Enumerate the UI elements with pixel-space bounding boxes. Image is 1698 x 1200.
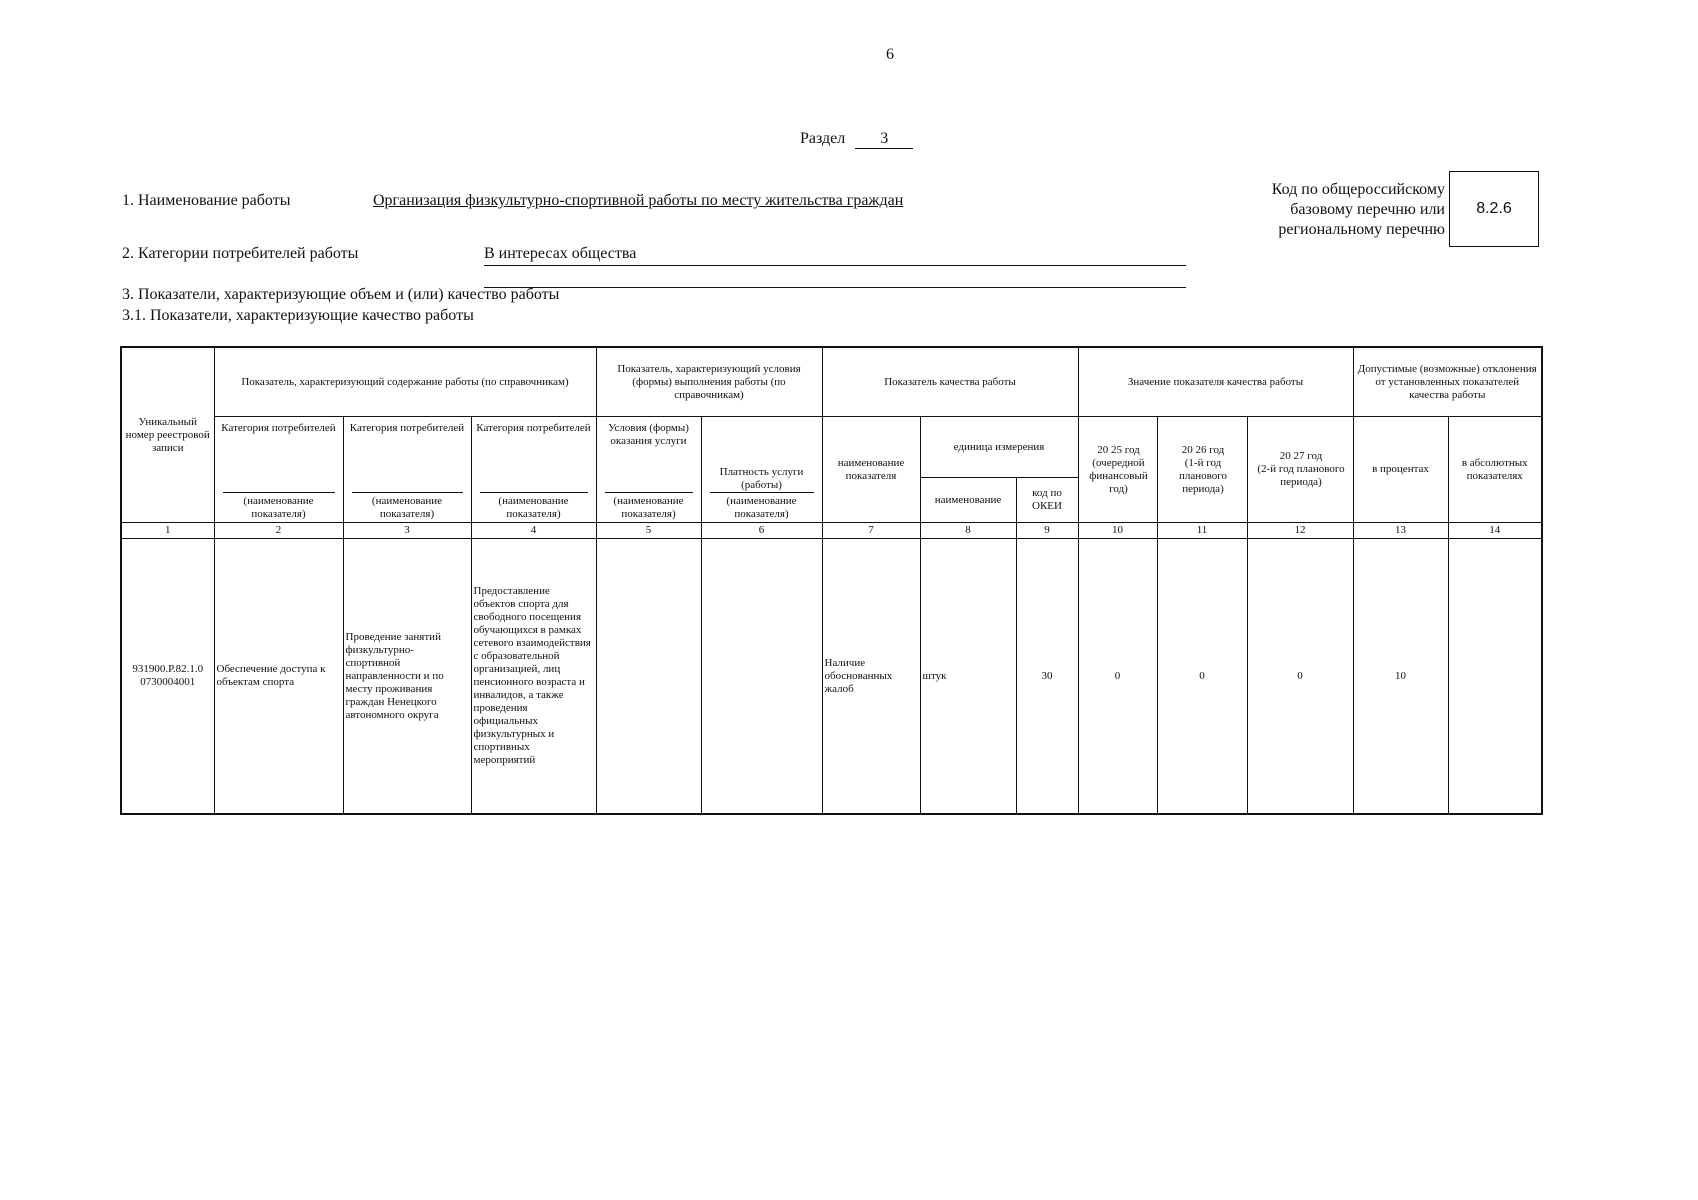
header-quality-name: наименование показателя bbox=[822, 417, 920, 523]
quality-heading: 3.1. Показатели, характеризующие качество работы bbox=[122, 307, 474, 324]
header-category-3: Категория потребителей (наименование показателя) bbox=[471, 417, 596, 523]
column-number: 10 bbox=[1078, 523, 1157, 539]
column-numbers-row bbox=[121, 523, 1542, 539]
quality-indicators-table bbox=[120, 346, 1543, 815]
work-name-value: Организация физкультурно-спортивной работы по месту жительства граждан bbox=[373, 192, 904, 209]
header-quality-value: Значение показателя качества работы bbox=[1078, 347, 1353, 417]
cell-indicator-name: Наличие обоснованных жалоб bbox=[822, 539, 920, 815]
cell-value-2025: 0 bbox=[1078, 539, 1157, 815]
header-year-2026: 20 26 год (1-й год планового периода) bbox=[1157, 417, 1247, 523]
column-number: 6 bbox=[701, 523, 822, 539]
cell-unique-number: 931900.Р.82.1.0 0730004001 bbox=[121, 539, 214, 815]
cell-value-2027: 0 bbox=[1247, 539, 1353, 815]
code-box: 8.2.6 bbox=[1449, 171, 1539, 247]
header-year-2027: 20 27 год (2-й год планового периода) bbox=[1247, 417, 1353, 523]
consumers-label: 2. Категории потребителей работы bbox=[122, 245, 359, 262]
section-label: Раздел bbox=[800, 130, 846, 147]
cell-value-2026: 0 bbox=[1157, 539, 1247, 815]
section-heading bbox=[800, 130, 913, 149]
code-label bbox=[1180, 180, 1445, 240]
cell-okei: 30 bbox=[1016, 539, 1078, 815]
column-number: 11 bbox=[1157, 523, 1247, 539]
header-unit-name: наименование bbox=[920, 478, 1016, 523]
column-number: 4 bbox=[471, 523, 596, 539]
indicators-heading: 3. Показатели, характеризующие объем и (или) качество работы bbox=[122, 286, 560, 303]
column-number: 5 bbox=[596, 523, 701, 539]
column-number: 2 bbox=[214, 523, 343, 539]
column-number: 8 bbox=[920, 523, 1016, 539]
header-deviation: Допустимые (возможные) отклонения от установленных показателей качества работы bbox=[1353, 347, 1542, 417]
cell-deviation-absolute bbox=[1448, 539, 1542, 815]
header-category-1: Категория потребителей (наименование показателя) bbox=[214, 417, 343, 523]
code-label-line: региональному перечню bbox=[1278, 221, 1445, 238]
table-row bbox=[121, 539, 1542, 815]
work-name-label: 1. Наименование работы bbox=[122, 192, 291, 209]
code-label-line: базовому перечню или bbox=[1290, 201, 1445, 218]
column-number: 1 bbox=[121, 523, 214, 539]
cell-category-2: Проведение занятий физкультурно-спортивной направленности и по месту проживания граждан Ненецкого автономного округа bbox=[343, 539, 471, 815]
column-number: 12 bbox=[1247, 523, 1353, 539]
header-okei: код по ОКЕИ bbox=[1016, 478, 1078, 523]
header-content-indicator: Показатель, характеризующий содержание работы (по справочникам) bbox=[214, 347, 596, 417]
cell-category-1: Обеспечение доступа к объектам спорта bbox=[214, 539, 343, 815]
header-percent: в процентах bbox=[1353, 417, 1448, 523]
header-conditions-indicator: Показатель, характеризующий условия (формы) выполнения работы (по справочникам) bbox=[596, 347, 822, 417]
column-number: 14 bbox=[1448, 523, 1542, 539]
cell-payment bbox=[701, 539, 822, 815]
cell-deviation-percent: 10 bbox=[1353, 539, 1448, 815]
section-number: 3 bbox=[855, 130, 913, 149]
cell-category-3: Предоставление объектов спорта для свободного посещения обучающихся в рамках сетевого взаимодействия с образовательной организацией, лиц пенсионного возраста и инвалидов, а также проведения официальных физкультурных и спортивных мероприятий bbox=[471, 539, 596, 815]
header-unit: единица измерения bbox=[920, 417, 1078, 478]
header-unique-number: Уникальный номер реестровой записи bbox=[121, 347, 214, 523]
column-number: 7 bbox=[822, 523, 920, 539]
column-number: 13 bbox=[1353, 523, 1448, 539]
page-number: 6 bbox=[886, 46, 894, 63]
column-number: 9 bbox=[1016, 523, 1078, 539]
consumers-value: В интересах общества bbox=[484, 245, 637, 262]
cell-unit-name: штук bbox=[920, 539, 1016, 815]
consumers-underline bbox=[484, 265, 1186, 266]
header-absolute: в абсолютных показателях bbox=[1448, 417, 1542, 523]
header-year-2025: 20 25 год (очередной финансовый год) bbox=[1078, 417, 1157, 523]
header-quality-indicator: Показатель качества работы bbox=[822, 347, 1078, 417]
header-payment: Платность услуги (работы) (наименование показателя) bbox=[701, 417, 822, 523]
consumers-underline-2 bbox=[484, 287, 1186, 288]
code-label-line: Код по общероссийскому bbox=[1271, 181, 1445, 198]
column-number: 3 bbox=[343, 523, 471, 539]
cell-conditions bbox=[596, 539, 701, 815]
header-service-conditions: Условия (формы) оказания услуги (наименование показателя) bbox=[596, 417, 701, 523]
header-category-2: Категория потребителей (наименование показателя) bbox=[343, 417, 471, 523]
